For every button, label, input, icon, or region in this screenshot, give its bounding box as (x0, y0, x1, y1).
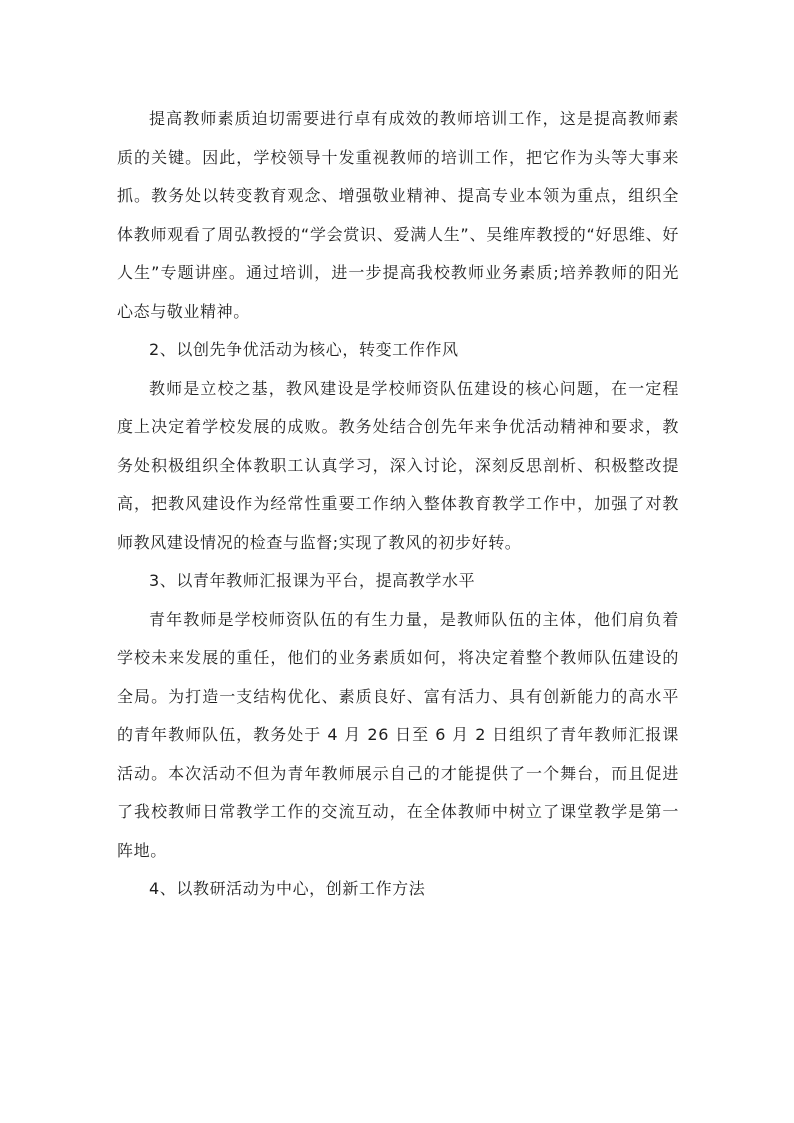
section-heading-3: 3、以青年教师汇报课为平台，提高教学水平 (149, 571, 476, 590)
section-heading-2: 2、以创先争优活动为核心，转变工作作风 (149, 340, 459, 359)
paragraph-teaching-style: 教师是立校之基，教风建设是学校师资队伍建设的核心问题，在一定程度上决定着学校发展的成败。教务处结合创先年来争优活动精神和要求，教务处积极组织全体教职工认真学习，深入讨论，深刻反思剖析、积极整改提高，把教风建设作为经常性重要工作纳入整体教育教学工作中，加强了对教师教风建设情况的检查与监督;实现了教风的初步好转。 (117, 378, 679, 552)
document-body (117, 100, 679, 909)
paragraph-teacher-training: 提高教师素质迫切需要进行卓有成效的教师培训工作，这是提高教师素质的关键。因此，学校领导十发重视教师的培训工作，把它作为头等大事来抓。教务处以转变教育观念、增强敬业精神、提高专业本领为重点，组织全体教师观看了周弘教授的“学会赏识、爱满人生”、吴维库教授的“好思维、好人生”专题讲座。通过培训，进一步提高我校教师业务素质;培养教师的阳光心态与敬业精神。 (117, 109, 679, 321)
paragraph-young-teachers: 青年教师是学校师资队伍的有生力量，是教师队伍的主体，他们肩负着学校未来发展的重任，他们的业务素质如何，将决定着整个教师队伍建设的全局。为打造一支结构优化、素质良好、富有活力、具有创新能力的高水平的青年教师队伍，教务处于 4 月 26 日至 6 月 2 日组织了青年教师汇报课活动。本次活动不但为青年教师展示自己的才能提供了一个舞台，而且促进了我校教师日常教学工作的交流互动，在全体教师中树立了课堂教学是第一阵地。 (117, 609, 679, 860)
section-heading-4: 4、以教研活动为中心，创新工作方法 (149, 879, 426, 898)
